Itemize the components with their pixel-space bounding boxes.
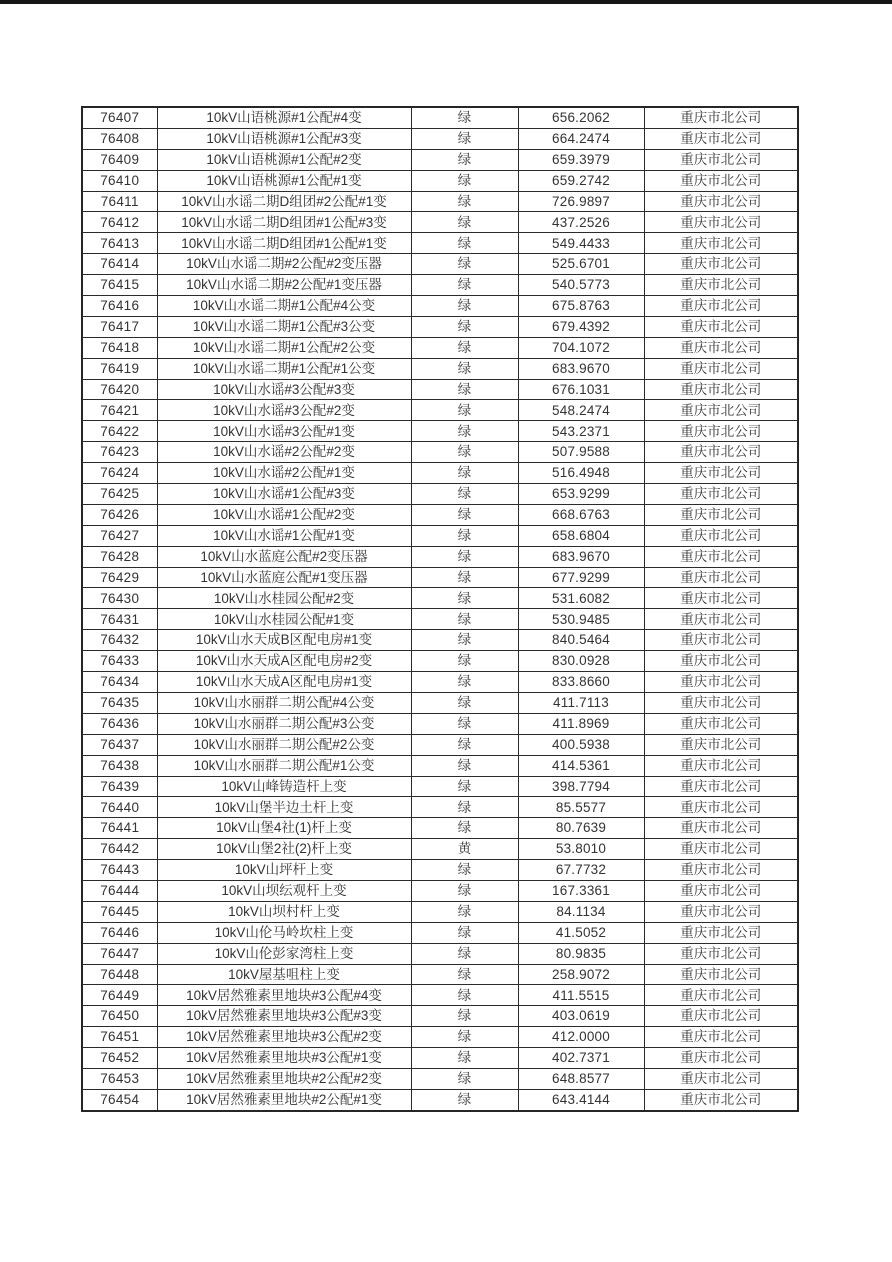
cell-value: 656.2062 <box>518 107 644 128</box>
cell-company: 重庆市北公司 <box>644 337 798 358</box>
cell-status: 黄 <box>411 839 518 860</box>
cell-name: 10kV山水丽群二期公配#1公变 <box>157 755 411 776</box>
table-row <box>82 484 798 505</box>
cell-company: 重庆市北公司 <box>644 901 798 922</box>
table-row <box>82 400 798 421</box>
cell-company: 重庆市北公司 <box>644 964 798 985</box>
cell-id: 76413 <box>82 233 157 254</box>
cell-value: 683.9670 <box>518 546 644 567</box>
cell-value: 675.8763 <box>518 296 644 317</box>
cell-value: 67.7732 <box>518 860 644 881</box>
cell-id: 76412 <box>82 212 157 233</box>
table-row <box>82 191 798 212</box>
cell-name: 10kV山堡半边土杆上变 <box>157 797 411 818</box>
cell-company: 重庆市北公司 <box>644 880 798 901</box>
cell-company: 重庆市北公司 <box>644 1006 798 1027</box>
cell-name: 10kV山水谣#3公配#1变 <box>157 421 411 442</box>
cell-company: 重庆市北公司 <box>644 484 798 505</box>
cell-status: 绿 <box>411 713 518 734</box>
cell-id: 76427 <box>82 525 157 546</box>
cell-id: 76428 <box>82 546 157 567</box>
cell-id: 76453 <box>82 1068 157 1089</box>
cell-status: 绿 <box>411 1048 518 1069</box>
cell-value: 648.8577 <box>518 1068 644 1089</box>
cell-id: 76441 <box>82 818 157 839</box>
cell-id: 76417 <box>82 316 157 337</box>
table-row <box>82 421 798 442</box>
cell-company: 重庆市北公司 <box>644 525 798 546</box>
cell-value: 53.8010 <box>518 839 644 860</box>
cell-company: 重庆市北公司 <box>644 254 798 275</box>
table-row <box>82 379 798 400</box>
cell-status: 绿 <box>411 296 518 317</box>
cell-status: 绿 <box>411 275 518 296</box>
cell-id: 76430 <box>82 588 157 609</box>
cell-company: 重庆市北公司 <box>644 442 798 463</box>
cell-name: 10kV山水谣二期D组团#1公配#3变 <box>157 212 411 233</box>
cell-value: 833.8660 <box>518 672 644 693</box>
cell-status: 绿 <box>411 1027 518 1048</box>
cell-company: 重庆市北公司 <box>644 651 798 672</box>
cell-name: 10kV山坪杆上变 <box>157 860 411 881</box>
table-row <box>82 128 798 149</box>
cell-company: 重庆市北公司 <box>644 922 798 943</box>
cell-value: 549.4433 <box>518 233 644 254</box>
cell-status: 绿 <box>411 233 518 254</box>
cell-id: 76450 <box>82 1006 157 1027</box>
cell-id: 76431 <box>82 609 157 630</box>
cell-company: 重庆市北公司 <box>644 421 798 442</box>
cell-value: 80.7639 <box>518 818 644 839</box>
cell-company: 重庆市北公司 <box>644 797 798 818</box>
cell-status: 绿 <box>411 901 518 922</box>
cell-name: 10kV山水谣#3公配#3变 <box>157 379 411 400</box>
cell-value: 548.2474 <box>518 400 644 421</box>
cell-id: 76448 <box>82 964 157 985</box>
cell-company: 重庆市北公司 <box>644 692 798 713</box>
cell-name: 10kV山水谣二期#2公配#2变压器 <box>157 254 411 275</box>
cell-status: 绿 <box>411 525 518 546</box>
cell-id: 76407 <box>82 107 157 128</box>
cell-id: 76408 <box>82 128 157 149</box>
cell-status: 绿 <box>411 964 518 985</box>
cell-value: 437.2526 <box>518 212 644 233</box>
cell-id: 76439 <box>82 776 157 797</box>
cell-value: 400.5938 <box>518 734 644 755</box>
cell-status: 绿 <box>411 880 518 901</box>
cell-status: 绿 <box>411 1006 518 1027</box>
cell-name: 10kV山水谣二期#1公配#1公变 <box>157 358 411 379</box>
cell-company: 重庆市北公司 <box>644 233 798 254</box>
cell-name: 10kV山语桃源#1公配#1变 <box>157 170 411 191</box>
cell-name: 10kV山水桂园公配#1变 <box>157 609 411 630</box>
cell-value: 653.9299 <box>518 484 644 505</box>
cell-name: 10kV山水谣#2公配#2变 <box>157 442 411 463</box>
cell-status: 绿 <box>411 463 518 484</box>
cell-id: 76449 <box>82 985 157 1006</box>
table-row <box>82 337 798 358</box>
cell-status: 绿 <box>411 609 518 630</box>
scan-artifact-top-bar <box>0 0 892 4</box>
cell-value: 167.3361 <box>518 880 644 901</box>
cell-name: 10kV山坝纭观杆上变 <box>157 880 411 901</box>
cell-id: 76435 <box>82 692 157 713</box>
cell-status: 绿 <box>411 630 518 651</box>
cell-value: 668.6763 <box>518 504 644 525</box>
cell-id: 76447 <box>82 943 157 964</box>
cell-status: 绿 <box>411 672 518 693</box>
cell-status: 绿 <box>411 776 518 797</box>
cell-company: 重庆市北公司 <box>644 504 798 525</box>
table-row <box>82 275 798 296</box>
cell-company: 重庆市北公司 <box>644 1089 798 1110</box>
table-row <box>82 839 798 860</box>
cell-value: 643.4144 <box>518 1089 644 1110</box>
cell-status: 绿 <box>411 860 518 881</box>
cell-name: 10kV山水谣二期#1公配#3公变 <box>157 316 411 337</box>
cell-company: 重庆市北公司 <box>644 400 798 421</box>
cell-company: 重庆市北公司 <box>644 546 798 567</box>
table-row <box>82 860 798 881</box>
cell-name: 10kV山水天成A区配电房#1变 <box>157 672 411 693</box>
cell-value: 726.9897 <box>518 191 644 212</box>
cell-id: 76437 <box>82 734 157 755</box>
cell-value: 41.5052 <box>518 922 644 943</box>
cell-company: 重庆市北公司 <box>644 212 798 233</box>
cell-company: 重庆市北公司 <box>644 818 798 839</box>
cell-name: 10kV山水丽群二期公配#2公变 <box>157 734 411 755</box>
cell-id: 76424 <box>82 463 157 484</box>
cell-company: 重庆市北公司 <box>644 1068 798 1089</box>
cell-name: 10kV山语桃源#1公配#3变 <box>157 128 411 149</box>
transformer-load-table <box>81 106 799 1112</box>
cell-name: 10kV居然雅素里地块#3公配#2变 <box>157 1027 411 1048</box>
cell-id: 76418 <box>82 337 157 358</box>
cell-value: 258.9072 <box>518 964 644 985</box>
cell-id: 76415 <box>82 275 157 296</box>
table-row <box>82 588 798 609</box>
cell-company: 重庆市北公司 <box>644 379 798 400</box>
cell-name: 10kV居然雅素里地块#2公配#2变 <box>157 1068 411 1089</box>
table-row <box>82 504 798 525</box>
cell-id: 76426 <box>82 504 157 525</box>
cell-value: 414.5361 <box>518 755 644 776</box>
cell-name: 10kV山水丽群二期公配#3公变 <box>157 713 411 734</box>
table-row <box>82 880 798 901</box>
cell-name: 10kV山水谣二期D组团#1公配#1变 <box>157 233 411 254</box>
cell-status: 绿 <box>411 149 518 170</box>
cell-value: 525.6701 <box>518 254 644 275</box>
cell-company: 重庆市北公司 <box>644 296 798 317</box>
cell-value: 403.0619 <box>518 1006 644 1027</box>
table-row <box>82 818 798 839</box>
table-row <box>82 609 798 630</box>
cell-company: 重庆市北公司 <box>644 630 798 651</box>
cell-name: 10kV山水谣#3公配#2变 <box>157 400 411 421</box>
table-row <box>82 922 798 943</box>
cell-company: 重庆市北公司 <box>644 191 798 212</box>
table-row <box>82 463 798 484</box>
cell-company: 重庆市北公司 <box>644 755 798 776</box>
cell-value: 411.7113 <box>518 692 644 713</box>
cell-status: 绿 <box>411 442 518 463</box>
table-row <box>82 358 798 379</box>
table-row <box>82 713 798 734</box>
cell-id: 76425 <box>82 484 157 505</box>
cell-name: 10kV居然雅素里地块#3公配#3变 <box>157 1006 411 1027</box>
cell-name: 10kV山语桃源#1公配#2变 <box>157 149 411 170</box>
cell-id: 76443 <box>82 860 157 881</box>
cell-status: 绿 <box>411 400 518 421</box>
cell-status: 绿 <box>411 922 518 943</box>
cell-name: 10kV居然雅素里地块#2公配#1变 <box>157 1089 411 1110</box>
cell-status: 绿 <box>411 484 518 505</box>
table-row <box>82 943 798 964</box>
cell-name: 10kV山水谣#1公配#3变 <box>157 484 411 505</box>
cell-value: 676.1031 <box>518 379 644 400</box>
table-row <box>82 797 798 818</box>
cell-id: 76423 <box>82 442 157 463</box>
cell-name: 10kV山坝村杆上变 <box>157 901 411 922</box>
table-row <box>82 755 798 776</box>
table-row <box>82 254 798 275</box>
table-row <box>82 149 798 170</box>
table-row <box>82 525 798 546</box>
table-row <box>82 630 798 651</box>
cell-company: 重庆市北公司 <box>644 734 798 755</box>
table-row <box>82 901 798 922</box>
cell-status: 绿 <box>411 128 518 149</box>
cell-company: 重庆市北公司 <box>644 567 798 588</box>
cell-status: 绿 <box>411 651 518 672</box>
cell-value: 677.9299 <box>518 567 644 588</box>
cell-company: 重庆市北公司 <box>644 316 798 337</box>
cell-company: 重庆市北公司 <box>644 860 798 881</box>
cell-value: 411.5515 <box>518 985 644 1006</box>
table-row <box>82 1027 798 1048</box>
cell-name: 10kV山水谣#1公配#2变 <box>157 504 411 525</box>
table-row <box>82 672 798 693</box>
cell-status: 绿 <box>411 567 518 588</box>
cell-company: 重庆市北公司 <box>644 128 798 149</box>
cell-value: 398.7794 <box>518 776 644 797</box>
table-row <box>82 776 798 797</box>
cell-value: 507.9588 <box>518 442 644 463</box>
cell-company: 重庆市北公司 <box>644 1048 798 1069</box>
cell-value: 85.5577 <box>518 797 644 818</box>
cell-name: 10kV山水谣#1公配#1变 <box>157 525 411 546</box>
cell-value: 704.1072 <box>518 337 644 358</box>
cell-value: 664.2474 <box>518 128 644 149</box>
table-row <box>82 1006 798 1027</box>
cell-name: 10kV居然雅素里地块#3公配#4变 <box>157 985 411 1006</box>
cell-company: 重庆市北公司 <box>644 463 798 484</box>
cell-company: 重庆市北公司 <box>644 275 798 296</box>
cell-value: 830.0928 <box>518 651 644 672</box>
cell-value: 516.4948 <box>518 463 644 484</box>
cell-company: 重庆市北公司 <box>644 170 798 191</box>
cell-id: 76409 <box>82 149 157 170</box>
cell-name: 10kV山堡2社(2)杆上变 <box>157 839 411 860</box>
cell-company: 重庆市北公司 <box>644 672 798 693</box>
table-row <box>82 546 798 567</box>
cell-value: 540.5773 <box>518 275 644 296</box>
table-row <box>82 316 798 337</box>
table-body <box>82 107 798 1111</box>
cell-status: 绿 <box>411 358 518 379</box>
table-row <box>82 964 798 985</box>
table-row <box>82 107 798 128</box>
cell-value: 402.7371 <box>518 1048 644 1069</box>
cell-id: 76438 <box>82 755 157 776</box>
cell-id: 76411 <box>82 191 157 212</box>
cell-company: 重庆市北公司 <box>644 713 798 734</box>
cell-name: 10kV山水蓝庭公配#2变压器 <box>157 546 411 567</box>
cell-value: 683.9670 <box>518 358 644 379</box>
cell-status: 绿 <box>411 316 518 337</box>
cell-id: 76410 <box>82 170 157 191</box>
cell-id: 76422 <box>82 421 157 442</box>
cell-status: 绿 <box>411 170 518 191</box>
cell-company: 重庆市北公司 <box>644 609 798 630</box>
cell-id: 76454 <box>82 1089 157 1110</box>
cell-name: 10kV山堡4社(1)杆上变 <box>157 818 411 839</box>
cell-company: 重庆市北公司 <box>644 358 798 379</box>
table-row <box>82 1089 798 1110</box>
cell-name: 10kV屋基咀柱上变 <box>157 964 411 985</box>
table-row <box>82 233 798 254</box>
cell-name: 10kV山水谣二期D组团#2公配#1变 <box>157 191 411 212</box>
cell-value: 411.8969 <box>518 713 644 734</box>
cell-company: 重庆市北公司 <box>644 107 798 128</box>
table-row <box>82 296 798 317</box>
cell-company: 重庆市北公司 <box>644 943 798 964</box>
cell-id: 76429 <box>82 567 157 588</box>
cell-value: 659.2742 <box>518 170 644 191</box>
cell-value: 412.0000 <box>518 1027 644 1048</box>
cell-status: 绿 <box>411 546 518 567</box>
cell-company: 重庆市北公司 <box>644 588 798 609</box>
cell-value: 658.6804 <box>518 525 644 546</box>
cell-name: 10kV山水谣#2公配#1变 <box>157 463 411 484</box>
table-row <box>82 1068 798 1089</box>
cell-status: 绿 <box>411 1089 518 1110</box>
cell-name: 10kV山水谣二期#2公配#1变压器 <box>157 275 411 296</box>
cell-name: 10kV山峰铸造杆上变 <box>157 776 411 797</box>
cell-status: 绿 <box>411 107 518 128</box>
cell-status: 绿 <box>411 191 518 212</box>
cell-id: 76444 <box>82 880 157 901</box>
cell-value: 840.5464 <box>518 630 644 651</box>
cell-id: 76452 <box>82 1048 157 1069</box>
cell-id: 76434 <box>82 672 157 693</box>
table-row <box>82 985 798 1006</box>
cell-status: 绿 <box>411 337 518 358</box>
cell-value: 84.1134 <box>518 901 644 922</box>
cell-id: 76442 <box>82 839 157 860</box>
cell-name: 10kV山水天成B区配电房#1变 <box>157 630 411 651</box>
cell-id: 76414 <box>82 254 157 275</box>
cell-name: 10kV山伦彭家湾柱上变 <box>157 943 411 964</box>
cell-name: 10kV山水蓝庭公配#1变压器 <box>157 567 411 588</box>
cell-name: 10kV山水丽群二期公配#4公变 <box>157 692 411 713</box>
cell-company: 重庆市北公司 <box>644 149 798 170</box>
cell-company: 重庆市北公司 <box>644 985 798 1006</box>
cell-name: 10kV山水谣二期#1公配#4公变 <box>157 296 411 317</box>
cell-status: 绿 <box>411 1068 518 1089</box>
cell-name: 10kV山伦马岭坎柱上变 <box>157 922 411 943</box>
cell-company: 重庆市北公司 <box>644 776 798 797</box>
cell-id: 76451 <box>82 1027 157 1048</box>
cell-status: 绿 <box>411 692 518 713</box>
cell-id: 76445 <box>82 901 157 922</box>
cell-id: 76419 <box>82 358 157 379</box>
cell-value: 80.9835 <box>518 943 644 964</box>
table-row <box>82 170 798 191</box>
cell-id: 76421 <box>82 400 157 421</box>
cell-id: 76446 <box>82 922 157 943</box>
cell-value: 530.9485 <box>518 609 644 630</box>
cell-value: 659.3979 <box>518 149 644 170</box>
table-row <box>82 692 798 713</box>
cell-status: 绿 <box>411 985 518 1006</box>
cell-id: 76436 <box>82 713 157 734</box>
table-row <box>82 567 798 588</box>
cell-status: 绿 <box>411 588 518 609</box>
cell-name: 10kV居然雅素里地块#3公配#1变 <box>157 1048 411 1069</box>
cell-id: 76433 <box>82 651 157 672</box>
cell-status: 绿 <box>411 797 518 818</box>
cell-status: 绿 <box>411 943 518 964</box>
cell-status: 绿 <box>411 818 518 839</box>
cell-name: 10kV山语桃源#1公配#4变 <box>157 107 411 128</box>
cell-value: 679.4392 <box>518 316 644 337</box>
cell-id: 76432 <box>82 630 157 651</box>
table-row <box>82 1048 798 1069</box>
cell-name: 10kV山水天成A区配电房#2变 <box>157 651 411 672</box>
table-row <box>82 442 798 463</box>
table-row <box>82 212 798 233</box>
cell-status: 绿 <box>411 734 518 755</box>
cell-name: 10kV山水桂园公配#2变 <box>157 588 411 609</box>
cell-id: 76440 <box>82 797 157 818</box>
cell-status: 绿 <box>411 212 518 233</box>
cell-status: 绿 <box>411 421 518 442</box>
cell-status: 绿 <box>411 504 518 525</box>
cell-company: 重庆市北公司 <box>644 839 798 860</box>
cell-id: 76416 <box>82 296 157 317</box>
cell-name: 10kV山水谣二期#1公配#2公变 <box>157 337 411 358</box>
cell-company: 重庆市北公司 <box>644 1027 798 1048</box>
table-row <box>82 651 798 672</box>
table-row <box>82 734 798 755</box>
cell-status: 绿 <box>411 755 518 776</box>
cell-status: 绿 <box>411 254 518 275</box>
cell-value: 543.2371 <box>518 421 644 442</box>
cell-status: 绿 <box>411 379 518 400</box>
cell-value: 531.6082 <box>518 588 644 609</box>
cell-id: 76420 <box>82 379 157 400</box>
